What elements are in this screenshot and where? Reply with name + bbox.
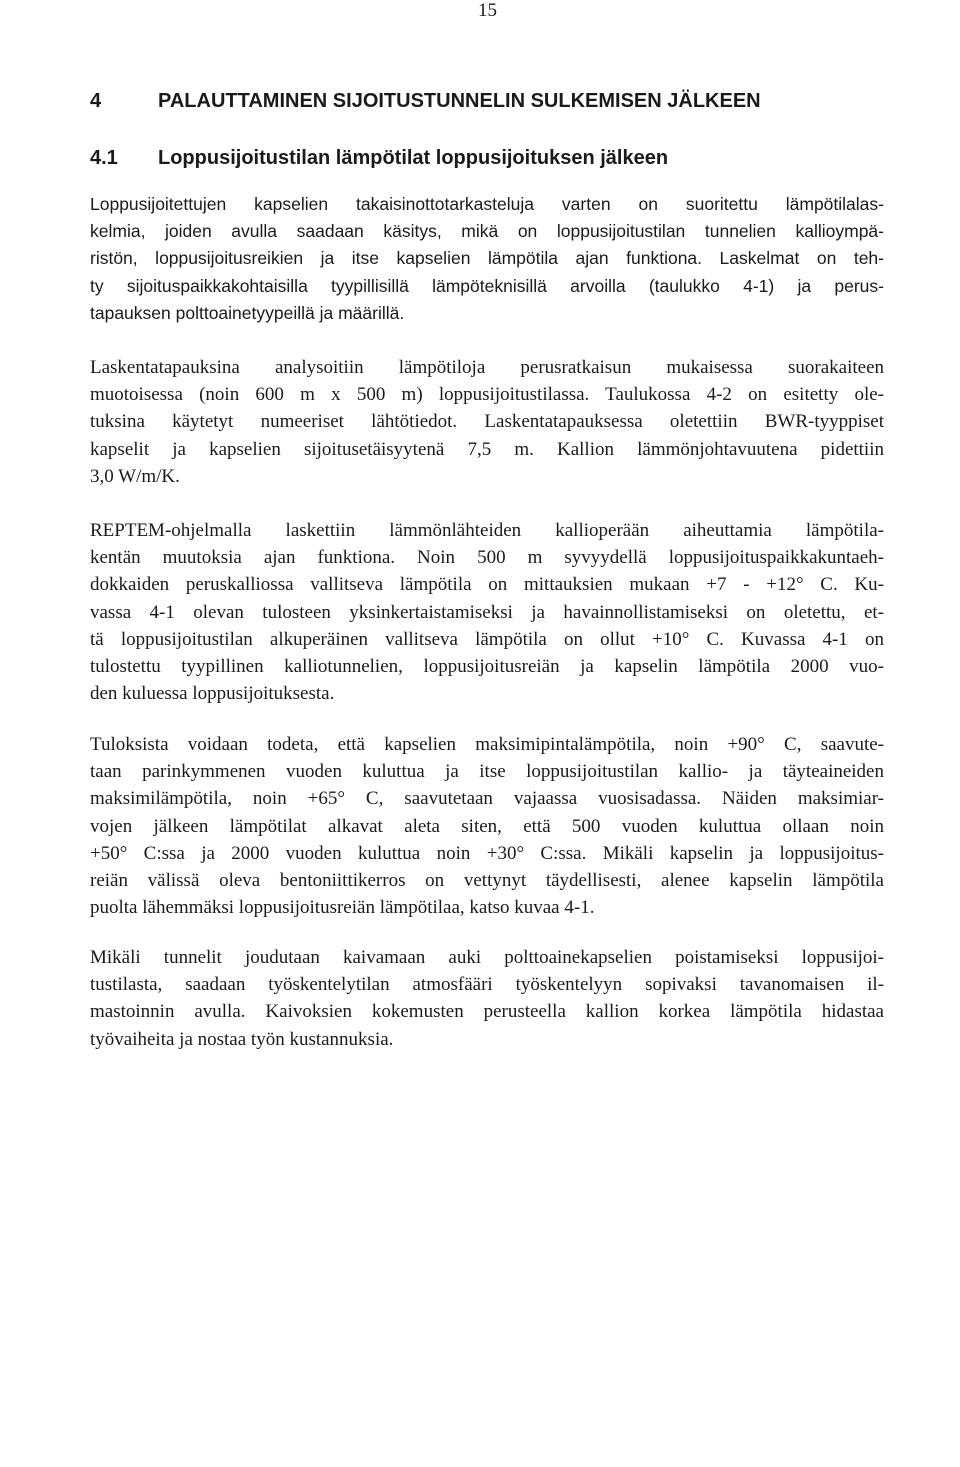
text-line: reiän välissä oleva bentoniittikerros on vettynyt täydellisesti, alenee kapselin lämpötila — [90, 870, 884, 892]
text-line: tulostettu tyypillinen kalliotunnelien, loppusijoitusreiän ja kapselin lämpötila 2000 vuo- — [90, 656, 884, 678]
section-title: Loppusijoitustilan lämpötilat loppusijoituksen jälkeen — [158, 147, 669, 169]
text-line: tustilasta, saadaan työskentelytilan atmosfääri työskentelyyn sopivaksi tavanomaisen il- — [90, 974, 884, 996]
text-line: Loppusijoitettujen kapselien takaisinottotarkasteluja varten on suoritettu lämpötilalas- — [90, 194, 884, 214]
page-number: 15 — [478, 0, 497, 21]
text-line: ty sijoituspaikkakohtaisilla tyypillisillä lämpöteknisillä arvoilla (taulukko 4-1) ja perus- — [90, 275, 884, 296]
paragraph-4 — [90, 731, 884, 921]
paragraph-2 — [90, 354, 884, 490]
text-line: mastoinnin avulla. Kaivoksien kokemusten perusteella kallion korkea lämpötila hidastaa — [90, 1001, 884, 1023]
text-line: vassa 4-1 olevan tulosteen yksinkertaistamiseksi ja havainnollistamiseksi on oletettu, et- — [90, 601, 884, 623]
text-line: tä loppusijoitustilan alkuperäinen vallitseva lämpötila on ollut +10° C. Kuvassa 4-1 on — [90, 628, 884, 650]
text-line: Laskentatapauksina analysoitiin lämpötiloja perusratkaisun mukaisessa suorakaiteen — [90, 357, 884, 378]
text-line: ristön, loppusijoitusreikien ja itse kapselien lämpötila ajan funktiona. Laskelmat on teh- — [90, 248, 884, 269]
paragraph-3 — [90, 517, 884, 707]
section-number: 4.1 — [90, 147, 118, 169]
chapter-title: PALAUTTAMINEN SIJOITUSTUNNELIN SULKEMISEN JÄLKEEN — [158, 90, 761, 112]
text-line: maksimilämpötila, noin +65° C, saavutetaan vajaassa vuosisadassa. Näiden maksimiar- — [90, 788, 884, 810]
text-line: den kuluessa loppusijoituksesta. — [90, 683, 335, 705]
text-line: kelmia, joiden avulla saadaan käsitys, mikä on loppusijoitustilan tunnelien kallioympä- — [90, 221, 884, 242]
paragraph-5 — [90, 944, 884, 1053]
text-line: kentän muutoksia ajan funktiona. Noin 500 m syvyydellä loppusijoituspaikkakuntaeh- — [90, 547, 884, 569]
section-heading — [90, 145, 668, 171]
text-line: puolta lähemmäksi loppusijoitusreiän lämpötilaa, katso kuvaa 4-1. — [90, 897, 595, 919]
text-line: dokkaiden peruskalliossa vallitseva lämpötila on mittauksien mukaan +7 - +12° C. Ku- — [90, 574, 884, 596]
text-line: tapauksen polttoainetyypeillä ja määrillä. — [90, 302, 405, 323]
text-line: tuksina käytetyt numeeriset lähtötiedot. Laskentatapauksessa oletettiin BWR-tyyppiset — [90, 411, 884, 433]
chapter-number: 4 — [90, 90, 102, 112]
text-line: Mikäli tunnelit joudutaan kaivamaan auki polttoainekapselien poistamiseksi loppusijoi- — [90, 947, 884, 968]
text-line: muotoisessa (noin 600 m x 500 m) loppusijoitustilassa. Taulukossa 4-2 on esitetty ole- — [90, 384, 884, 406]
chapter-heading — [90, 88, 761, 114]
text-line: +50° C:ssa ja 2000 vuoden kuluttua noin +30° C:ssa. Mikäli kapselin ja loppusijoitus- — [90, 842, 884, 864]
text-line: taan parinkymmenen vuoden kuluttua ja itse loppusijoitustilan kallio- ja täyteaineiden — [90, 761, 884, 783]
text-line: kapselit ja kapselien sijoitusetäisyytenä 7,5 m. Kallion lämmönjohtavuutena pidettiin — [90, 438, 884, 460]
text-line: työvaiheita ja nostaa työn kustannuksia. — [90, 1028, 394, 1050]
text-line: 3,0 W/m/K. — [90, 465, 180, 487]
text-line: vojen jälkeen lämpötilat alkavat aleta siten, että 500 vuoden kuluttua ollaan noin — [90, 815, 884, 837]
text-line: Tuloksista voidaan todeta, että kapselien maksimipintalämpötila, noin +90° C, saavute- — [90, 734, 884, 755]
text-line: REPTEM-ohjelmalla laskettiin lämmönlähteiden kallioperään aiheuttamia lämpötila- — [90, 520, 884, 541]
paragraph-1 — [90, 191, 884, 327]
